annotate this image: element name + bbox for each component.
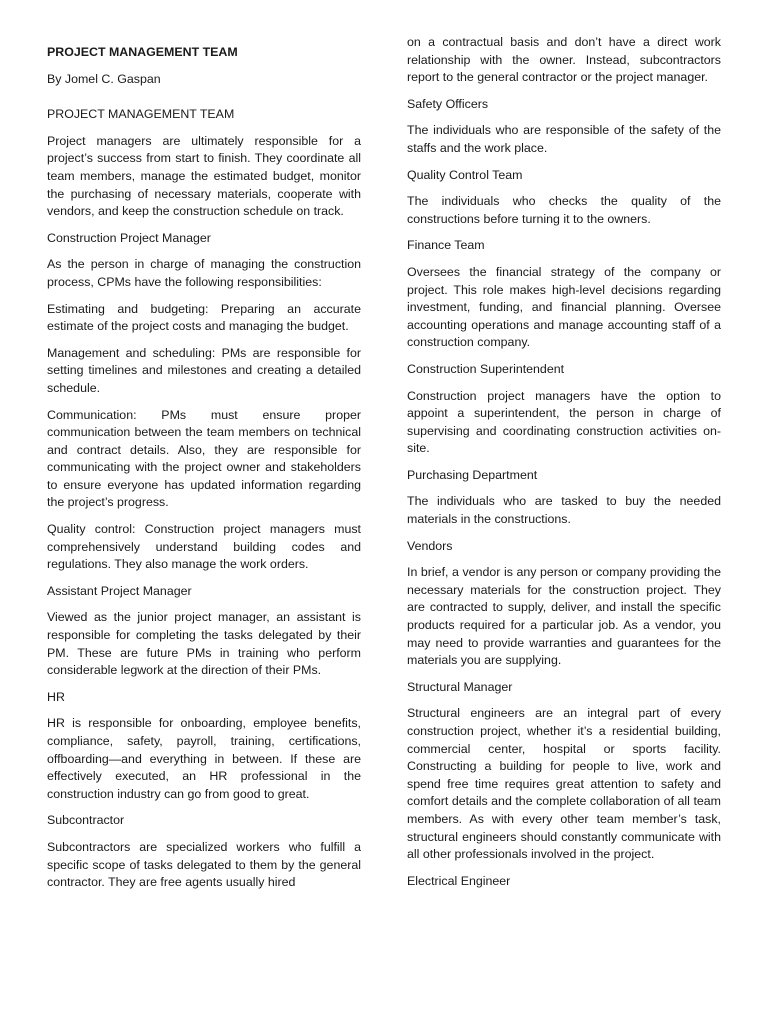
purchasing-paragraph: The individuals who are tasked to buy the needed materials in the constructions. xyxy=(407,494,721,527)
superintendent-paragraph: Construction project managers have the option to appoint a superintendent, the person in charge of supervising and coordinating construction activities on-site. xyxy=(407,388,721,456)
vendors-paragraph: In brief, a vendor is any person or company providing the necessary materials for the construction project. They are contracted to supply, deliver, and install the specific products required for a particular job. As a vendor, you may need to provide warranties and guarantees for the materials you are supplying. xyxy=(407,565,721,668)
author-byline: By Jomel C. Gaspan xyxy=(47,71,161,86)
finance-team-heading: Finance Team xyxy=(407,238,485,253)
subcontractor-paragraph-part2: on a contractual basis and don’t have a direct work relationship with the owner. Instead, subcontractors report to the general contractor or the project manager. xyxy=(407,35,721,85)
superintendent-heading: Construction Superintendent xyxy=(407,361,565,376)
finance-team-paragraph: Oversees the financial strategy of the company or project. This role makes high-level decisions regarding investment, funding, and financial planning. Oversee accounting operations and manage accounting staff of a construction company. xyxy=(407,264,721,350)
safety-officers-heading: Safety Officers xyxy=(407,96,489,111)
vendors-heading: Vendors xyxy=(407,538,453,553)
structural-manager-heading: Structural Manager xyxy=(407,679,513,694)
electrical-engineer-heading: Electrical Engineer xyxy=(407,873,511,888)
hr-paragraph: HR is responsible for onboarding, employee benefits, compliance, safety, payroll, training, certifications, offboarding—and everything in between. If these are effectively executed, an HR professional in the construction industry can go from good to great. xyxy=(47,716,361,801)
structural-manager-paragraph: Structural engineers are an integral part of every construction project, whether it’s a residential building, commercial center, hospital or sports facility. Constructing a building for people to live, work and spend free time requires great attention to safety and comfort details and the complete collaboration of all team members. As with every other team member’s task, structural engineers should constantly communicate with all other professionals involved in the project. xyxy=(407,706,721,862)
apm-heading: Assistant Project Manager xyxy=(47,583,192,598)
hr-heading: HR xyxy=(47,689,65,704)
quality-control-heading: Quality Control Team xyxy=(407,167,523,182)
cpm-quality-paragraph: Quality control: Construction project managers must comprehensively understand building codes and regulations. They also manage the work orders. xyxy=(47,522,361,572)
purchasing-heading: Purchasing Department xyxy=(407,467,538,482)
section-heading: PROJECT MANAGEMENT TEAM xyxy=(47,107,235,122)
left-column xyxy=(47,34,361,901)
safety-officers-paragraph: The individuals who are responsible of the safety of the staffs and the work place. xyxy=(407,123,721,155)
document-title: PROJECT MANAGEMENT TEAM xyxy=(47,45,238,59)
subcontractor-heading: Subcontractor xyxy=(47,813,125,828)
quality-control-paragraph: The individuals who checks the quality of the constructions before turning it to the owners. xyxy=(407,194,721,226)
apm-paragraph: Viewed as the junior project manager, an assistant is responsible for completing the tasks delegated by their PM. These are future PMs in training who perform considerable legwork at the direction of their PMs. xyxy=(47,610,361,678)
subcontractor-paragraph-part1: Subcontractors are specialized workers who fulfill a specific scope of tasks delegated to them by the general contractor. They are free agents usually hired xyxy=(47,839,361,890)
cpm-intro-paragraph: As the person in charge of managing the construction process, CPMs have the following responsibilities: xyxy=(47,257,361,289)
cpm-communication-paragraph: Communication: PMs must ensure proper communication between the team members on technical and contract details. Also, they are responsible for communicating with the project owner and stakeholders to ensure everyone has updated information regarding the project’s progress. xyxy=(47,407,361,510)
intro-paragraph: Project managers are ultimately responsible for a project’s success from start to finish. They coordinate all team members, manage the estimated budget, monitor the purchasing of necessary materials, cooperate with vendors, and keep the construction schedule on track. xyxy=(47,133,361,219)
cpm-estimating-paragraph: Estimating and budgeting: Preparing an accurate estimate of the project costs and managing the budget. xyxy=(47,301,361,334)
right-column xyxy=(407,34,721,899)
cpm-management-paragraph: Management and scheduling: PMs are responsible for setting timelines and milestones and creating a detailed schedule. xyxy=(47,345,361,395)
cpm-heading: Construction Project Manager xyxy=(47,230,211,245)
